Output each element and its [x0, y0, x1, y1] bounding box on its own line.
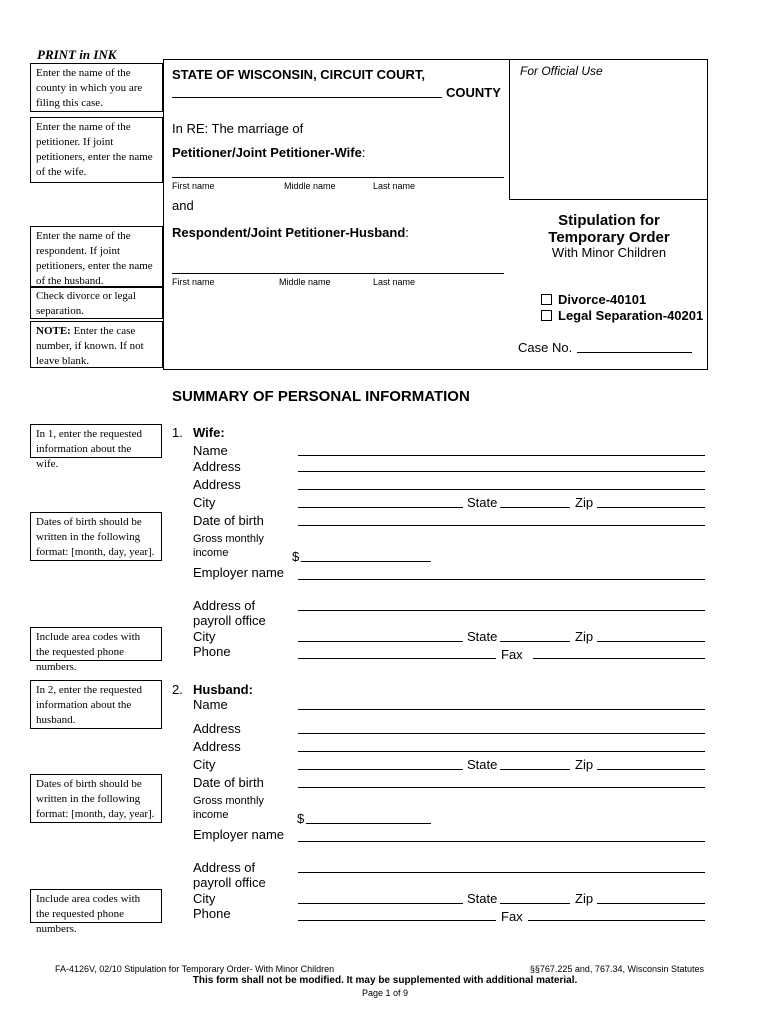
form-title-line2: Temporary Order: [548, 229, 670, 246]
husband-state-label: State: [467, 757, 498, 772]
wife-address1-line[interactable]: [298, 471, 705, 472]
note-husband-info: In 2, enter the requested information about the husband.: [30, 680, 162, 729]
wife-payroll-label-1: Address of: [193, 598, 256, 613]
husband-income-label: [193, 794, 264, 822]
husband-city2-line[interactable]: [298, 903, 463, 904]
husband-state-line[interactable]: [500, 769, 570, 770]
last-name-label: Last name: [373, 181, 416, 191]
wife-fax-label: Fax: [501, 647, 523, 662]
petitioner-label-text: Petitioner/Joint Petitioner-Wife: [172, 145, 362, 160]
first-name-label: First name: [172, 181, 215, 191]
wife-payroll-label-2: payroll office: [193, 613, 266, 628]
wife-state2-line[interactable]: [500, 641, 570, 642]
petitioner-label: [172, 145, 365, 160]
husband-dob-label: Date of birth: [193, 775, 264, 790]
last-name-label-2: Last name: [373, 277, 416, 287]
wife-employer-label: Employer name: [193, 565, 285, 580]
husband-name-label: Name: [193, 697, 228, 712]
wife-fax-line[interactable]: [533, 658, 705, 659]
respondent-label-text: Respondent/Joint Petitioner-Husband: [172, 225, 406, 240]
wife-address2-label: Address: [193, 477, 241, 492]
middle-name-label: Middle name: [284, 181, 336, 191]
case-no-label: Case No.: [518, 340, 573, 355]
husband-payroll-line[interactable]: [298, 872, 705, 873]
note-dob-2: Dates of birth should be written in the following format: [month, day, year].: [30, 774, 162, 823]
husband-city2-label: City: [193, 891, 216, 906]
husband-payroll-label-1: Address of: [193, 860, 256, 875]
wife-name-line[interactable]: [298, 455, 705, 456]
husband-phone-label: Phone: [193, 906, 231, 921]
husband-dob-line[interactable]: [298, 787, 705, 788]
husband-income-line[interactable]: [306, 823, 431, 824]
footer-notice: This form shall not be modified. It may be supplemented with additional material.: [192, 975, 578, 986]
note-county: Enter the name of the county in which you are filing this case.: [30, 63, 163, 112]
husband-state2-label: State: [467, 891, 498, 906]
wife-income-label: [193, 532, 264, 560]
husband-address2-line[interactable]: [298, 751, 705, 752]
wife-dollar: $: [292, 549, 300, 564]
wife-address1-label: Address: [193, 459, 241, 474]
wife-city-line[interactable]: [298, 507, 463, 508]
husband-address1-line[interactable]: [298, 733, 705, 734]
husband-fax-label: Fax: [501, 909, 523, 924]
wife-state-line[interactable]: [500, 507, 570, 508]
petitioner-colon: :: [361, 145, 366, 160]
form-title-line1: Stipulation for: [558, 212, 660, 229]
husband-name-line[interactable]: [298, 709, 705, 710]
husband-employer-label: Employer name: [193, 827, 285, 842]
wife-zip2-line[interactable]: [597, 641, 705, 642]
wife-city-label: City: [193, 495, 216, 510]
middle-name-label-2: Middle name: [279, 277, 331, 287]
in-re-text: In RE: The marriage of: [172, 121, 304, 136]
husband-heading: Husband:: [193, 682, 253, 697]
divorce-label: Divorce-40101: [558, 292, 647, 307]
respondent-name-line[interactable]: [172, 273, 504, 274]
wife-zip2-label: Zip: [575, 629, 594, 644]
note-phone-2: Include area codes with the requested phone numbers.: [30, 889, 162, 923]
wife-income-label-1: Gross monthly: [193, 533, 264, 545]
first-name-label-2: First name: [172, 277, 215, 287]
wife-employer-line[interactable]: [298, 579, 705, 580]
wife-city2-line[interactable]: [298, 641, 463, 642]
wife-dob-label: Date of birth: [193, 513, 264, 528]
wife-state-label: State: [467, 495, 498, 510]
note-phone-1: Include area codes with the requested phone numbers.: [30, 627, 162, 661]
note-case-text: Enter the case number, if known. If not leave blank.: [36, 325, 144, 367]
form-title: [510, 212, 708, 246]
husband-dollar: $: [297, 811, 305, 826]
footer-statutes: §§767.225 and, 767.34, Wisconsin Statutes: [529, 964, 704, 974]
husband-address2-label: Address: [193, 739, 241, 754]
county-label: COUNTY: [446, 85, 501, 100]
wife-income-label-2: income: [193, 547, 229, 559]
wife-phone-label: Phone: [193, 644, 231, 659]
note-check-type: Check divorce or legal separation.: [30, 286, 163, 319]
wife-zip-label: Zip: [575, 495, 594, 510]
husband-state2-line[interactable]: [500, 903, 570, 904]
respondent-colon: :: [405, 225, 409, 240]
note-case-number: [30, 321, 163, 368]
footer-page: Page 1 of 9: [361, 988, 409, 998]
separation-label: Legal Separation-40201: [558, 308, 704, 323]
note-wife-info: In 1, enter the requested information about the wife.: [30, 424, 162, 458]
husband-city-label: City: [193, 757, 216, 772]
husband-number: 2.: [172, 682, 183, 697]
wife-phone-line[interactable]: [298, 658, 496, 659]
husband-zip-label: Zip: [575, 757, 594, 772]
wife-number: 1.: [172, 425, 183, 440]
wife-city2-label: City: [193, 629, 216, 644]
note-respondent: Enter the name of the respondent. If joint petitioners, enter the name of the husband.: [30, 226, 163, 288]
form-subtitle: With Minor Children: [551, 245, 667, 260]
section-title: SUMMARY OF PERSONAL INFORMATION: [172, 388, 470, 405]
wife-heading: Wife:: [193, 425, 225, 440]
husband-payroll-label-2: payroll office: [193, 875, 266, 890]
wife-zip-line[interactable]: [597, 507, 705, 508]
wife-state2-label: State: [467, 629, 498, 644]
husband-city-line[interactable]: [298, 769, 463, 770]
official-use-bottom: [509, 199, 708, 200]
separation-checkbox[interactable]: [541, 310, 552, 321]
husband-phone-line[interactable]: [298, 920, 496, 921]
official-use-divider: [509, 59, 510, 199]
husband-income-label-2: income: [193, 809, 229, 821]
petitioner-name-line[interactable]: [172, 177, 504, 178]
note-petitioner: Enter the name of the petitioner. If joint petitioners, enter the name of the wife.: [30, 117, 163, 183]
husband-zip2-label: Zip: [575, 891, 594, 906]
note-label: NOTE:: [36, 325, 71, 337]
official-use-label: For Official Use: [520, 64, 603, 78]
husband-income-label-1: Gross monthly: [193, 795, 264, 807]
husband-fax-line[interactable]: [528, 920, 705, 921]
husband-zip-line[interactable]: [597, 769, 705, 770]
county-line[interactable]: [172, 97, 442, 98]
respondent-label: [172, 225, 409, 240]
print-in-ink: PRINT in INK: [37, 47, 117, 62]
court-heading: STATE OF WISCONSIN, CIRCUIT COURT,: [172, 67, 426, 82]
wife-dob-line[interactable]: [298, 525, 705, 526]
note-dob-1: Dates of birth should be written in the following format: [month, day, year].: [30, 512, 162, 561]
husband-zip2-line[interactable]: [597, 903, 705, 904]
divorce-checkbox[interactable]: [541, 294, 552, 305]
and-text: and: [172, 198, 194, 213]
case-no-line[interactable]: [577, 352, 692, 353]
wife-name-label: Name: [193, 443, 228, 458]
husband-address1-label: Address: [193, 721, 241, 736]
footer-form-id: FA-4126V, 02/10 Stipulation for Temporary Order- With Minor Children: [55, 964, 335, 974]
wife-income-line[interactable]: [301, 561, 431, 562]
wife-address2-line[interactable]: [298, 489, 705, 490]
husband-employer-line[interactable]: [298, 841, 705, 842]
wife-payroll-line[interactable]: [298, 610, 705, 611]
